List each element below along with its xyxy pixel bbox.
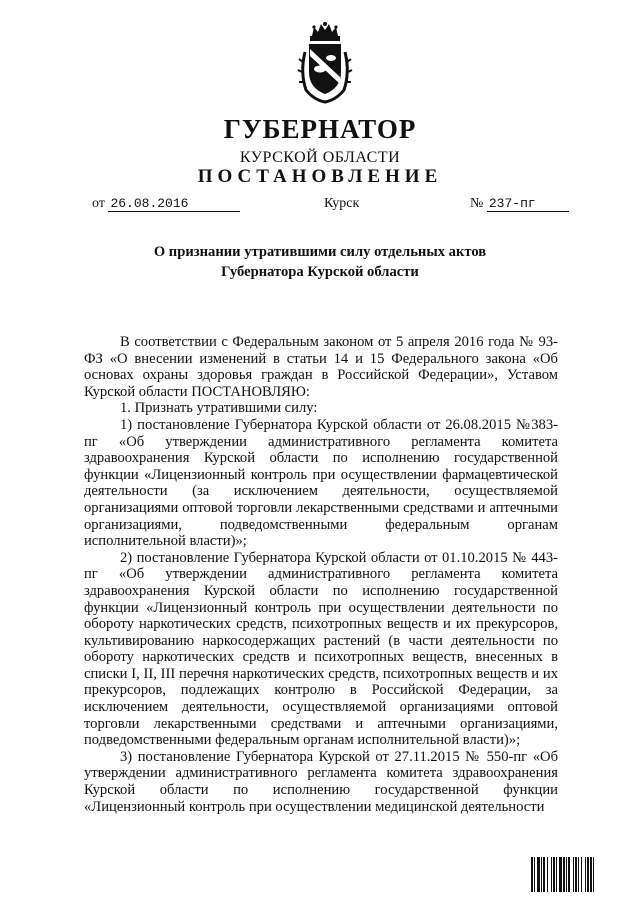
document-city: Курск bbox=[324, 196, 360, 211]
coat-of-arms-icon bbox=[296, 22, 354, 104]
subject-line-2: Губернатора Курской области bbox=[221, 264, 419, 280]
subitem-2: 2) постановление Губернатора Курской области от 01.10.2015 № 443-пг «Об утверждении административного регламента комитета здравоохранения Курской области по исполнению государственной функции «Лицензионный контроль при осуществлении деятельности по обороту наркотических средств, психотропных веществ и их прекурсоров, культивированию наркосодержащих растений (в части деятельности по обороту наркотических средств и психотропных веществ, внесенных в списки I, II, III перечня наркотических средств, психотропных веществ и их прекурсоров, подлежащих контролю в Российской Федерации, за исключением деятельности, осуществляемой организациями оптовой торговли лекарственными средствами и аптечными организациями, подведомственными федеральным органам исполнительной власти)»; bbox=[84, 549, 558, 749]
date-prefix: от bbox=[92, 196, 105, 211]
document-subject bbox=[0, 242, 640, 282]
document-header-region: КУРСКОЙ ОБЛАСТИ bbox=[239, 149, 401, 166]
date-value: 26.08.2016 bbox=[108, 196, 240, 212]
subitem-3: 3) постановление Губернатора Курской от 27.11.2015 № 550-пг «Об утверждении административного регламента комитета здравоохранения Курской области по исполнению государственной функции «Лицензионный контроль при осуществлении медицинской деятельности bbox=[84, 748, 558, 815]
number-value: 237-пг bbox=[487, 196, 569, 212]
document-type: ПОСТАНОВЛЕНИЕ bbox=[197, 166, 443, 187]
barcode-icon bbox=[531, 857, 627, 892]
document-body bbox=[84, 334, 558, 815]
document-header-title: ГУБЕРНАТОР bbox=[223, 114, 417, 144]
subject-line-1: О признании утратившими силу отдельных актов bbox=[153, 244, 487, 260]
document-date bbox=[92, 196, 240, 212]
document-number bbox=[470, 196, 569, 212]
item-1: 1. Признать утратившими силу: bbox=[120, 400, 318, 417]
subitem-1: 1) постановление Губернатора Курской области от 26.08.2015 №383-пг «Об утверждении административного регламента комитета здравоохранения Курской области по исполнению государственной функции «Лицензионный контроль при осуществлении фармацевтической деятельности (за исключением деятельности, осуществляемой организациями оптовой торговли лекарственными средствами и аптечными организациями, подведомственными федеральным органам исполнительной власти)»; bbox=[84, 416, 558, 550]
intro-paragraph: В соответствии с Федеральным законом от 5 апреля 2016 года № 93-ФЗ «О внесении изменений в статьи 14 и 15 Федерального закона «Об основах охраны здоровья граждан в Российской Федерации», Уставом Курской области ПОСТАНОВЛЯЮ: bbox=[84, 334, 558, 400]
number-prefix: № bbox=[470, 196, 484, 211]
